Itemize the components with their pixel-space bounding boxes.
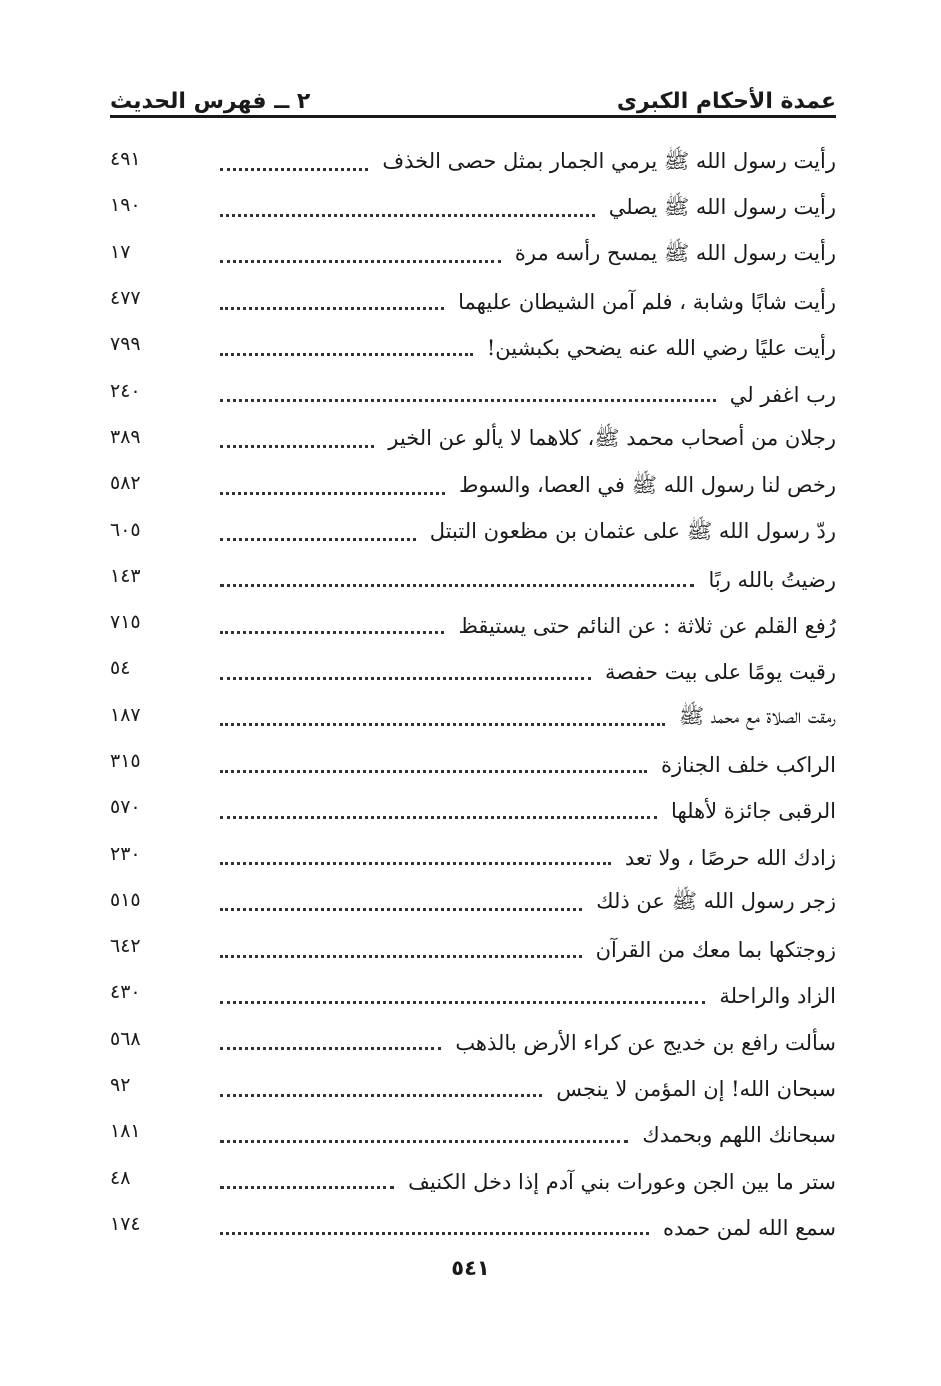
entry-text: ستر ما بين الجن وعورات بني آدم إذا دخل الكنيف xyxy=(408,1169,836,1194)
entry-text: رقيت يومًا على بيت حفصة xyxy=(604,660,836,685)
entry-text: الراكب خلف الجنازة xyxy=(661,753,836,777)
index-entry xyxy=(110,1112,836,1158)
entry-text: رضيتُ بالله ربًا xyxy=(708,567,836,592)
entry-text: سألت رافع بن خديج عن كراء الأرض بالذهب xyxy=(455,1030,836,1055)
index-entry xyxy=(110,557,836,603)
entry-page-number: ١٨١ xyxy=(110,1120,141,1143)
entry-page-number: ١٤٣ xyxy=(110,564,141,587)
index-entry xyxy=(110,696,836,742)
index-entry xyxy=(110,464,836,510)
dot-leader xyxy=(220,1186,394,1189)
hadith-index-list xyxy=(110,140,836,1251)
dot-leader xyxy=(220,492,445,495)
entry-text: رأيت رسول الله ﷺ يمسح رأسه مرة xyxy=(514,241,836,266)
index-entry xyxy=(110,325,836,371)
dot-leader xyxy=(220,723,665,726)
index-entry xyxy=(110,371,836,417)
section-title: ٢ ــ فهرس الحديث xyxy=(110,89,311,114)
entry-page-number: ٥٧٠ xyxy=(110,796,141,819)
running-header xyxy=(110,74,836,114)
entry-text: رب اغفر لي xyxy=(729,382,836,407)
entry-page-number: ٤٣٠ xyxy=(110,981,141,1004)
entry-page-number: ٣٨٩ xyxy=(110,425,141,448)
dot-leader xyxy=(220,816,657,819)
dot-leader xyxy=(220,445,374,448)
entry-text: زوجتكها بما معك من القرآن xyxy=(595,938,836,963)
dot-leader xyxy=(220,1232,649,1235)
index-entry xyxy=(110,1020,836,1066)
dot-leader xyxy=(220,631,444,634)
index-entry xyxy=(110,927,836,973)
entry-text: سمع الله لمن حمده xyxy=(662,1215,836,1240)
index-entry xyxy=(110,603,836,649)
entry-text: رأيت رسول الله ﷺ يصلي xyxy=(608,194,836,219)
index-entry xyxy=(110,1159,836,1205)
dot-leader xyxy=(220,1094,542,1097)
dot-leader xyxy=(220,260,501,263)
dot-leader xyxy=(220,584,694,587)
entry-text: رجلان من أصحاب محمد ﷺ، كلاهما لا يألو عن الخير xyxy=(388,426,836,451)
index-entry xyxy=(110,742,836,788)
entry-page-number: ٦٤٢ xyxy=(110,935,141,958)
header-rule xyxy=(110,115,836,118)
entry-text: رأيت عليًا رضي الله عنه يضحي بكبشين! xyxy=(486,336,836,361)
entry-page-number: ٤٩١ xyxy=(110,148,141,171)
entry-page-number: ٢٣٠ xyxy=(110,842,141,865)
entry-page-number: ١٩٠ xyxy=(110,194,141,217)
entry-text: زادك الله حرصًا ، ولا تعد xyxy=(624,845,836,870)
index-entry xyxy=(110,881,836,927)
entry-text: رمقت الصلاة مع محمد ﷺ xyxy=(678,704,836,729)
entry-page-number: ٤٧٧ xyxy=(110,287,141,310)
entry-text: ردّ رسول الله ﷺ على عثمان بن مظعون التبتل xyxy=(429,519,836,544)
dot-leader xyxy=(220,1140,628,1143)
dot-leader xyxy=(220,908,582,911)
dot-leader xyxy=(220,214,595,217)
entry-text: الزاد والراحلة xyxy=(719,984,836,1009)
dot-leader xyxy=(220,677,591,680)
entry-text: رأيت رسول الله ﷺ يرمي الجمار بمثل حصى الخذف xyxy=(382,148,836,173)
dot-leader xyxy=(220,307,444,310)
entry-page-number: ٩٢ xyxy=(110,1074,131,1097)
book-title: عمدة الأحكام الكبرى xyxy=(616,89,836,114)
entry-page-number: ٢٤٠ xyxy=(110,379,141,402)
index-entry xyxy=(110,834,836,880)
entry-page-number: ٧٩٩ xyxy=(110,333,141,356)
dot-leader xyxy=(220,955,582,958)
dot-leader xyxy=(220,399,716,402)
entry-page-number: ١٨٧ xyxy=(110,703,141,726)
entry-page-number: ٧١٥ xyxy=(110,611,141,634)
dot-leader xyxy=(220,168,368,171)
entry-page-number: ٥٦٨ xyxy=(110,1027,141,1050)
entry-text: رُفع القلم عن ثلاثة : عن النائم حتى يستيقظ xyxy=(458,614,836,639)
dot-leader xyxy=(220,862,611,865)
dot-leader xyxy=(220,1047,441,1050)
entry-page-number: ٤٨ xyxy=(110,1166,131,1189)
entry-page-number: ١٧ xyxy=(110,240,131,263)
index-entry xyxy=(110,649,836,695)
index-entry xyxy=(110,1066,836,1112)
entry-page-number: ٥٨٢ xyxy=(110,472,141,495)
index-entry xyxy=(110,186,836,232)
entry-text: زجر رسول الله ﷺ عن ذلك xyxy=(596,889,836,914)
page-number: ٥٤١ xyxy=(451,1256,490,1280)
index-entry xyxy=(110,279,836,325)
dot-leader xyxy=(220,1001,705,1004)
entry-text: رخص لنا رسول الله ﷺ في العصا، والسوط xyxy=(458,472,836,497)
index-entry xyxy=(110,973,836,1019)
entry-page-number: ٥١٥ xyxy=(110,888,141,911)
index-entry xyxy=(110,233,836,279)
index-entry xyxy=(110,418,836,464)
entry-text: رأيت شابًا وشابة ، فلم آمن الشيطان عليهما xyxy=(458,290,836,315)
entry-text: الرقبى جائزة لأهلها xyxy=(671,799,836,824)
entry-text: سبحانك اللهم وبحمدك xyxy=(642,1123,836,1148)
index-entry xyxy=(110,788,836,834)
dot-leader xyxy=(220,538,416,541)
index-entry xyxy=(110,510,836,556)
index-entry xyxy=(110,140,836,186)
entry-page-number: ٥٤ xyxy=(110,657,131,680)
entry-page-number: ٣١٥ xyxy=(110,750,141,772)
entry-text: سبحان الله! إن المؤمن لا ينجس xyxy=(556,1077,836,1102)
dot-leader xyxy=(220,353,473,356)
dot-leader xyxy=(220,770,647,773)
entry-page-number: ٦٠٥ xyxy=(110,518,141,541)
entry-page-number: ١٧٤ xyxy=(110,1212,141,1235)
index-entry xyxy=(110,1205,836,1251)
